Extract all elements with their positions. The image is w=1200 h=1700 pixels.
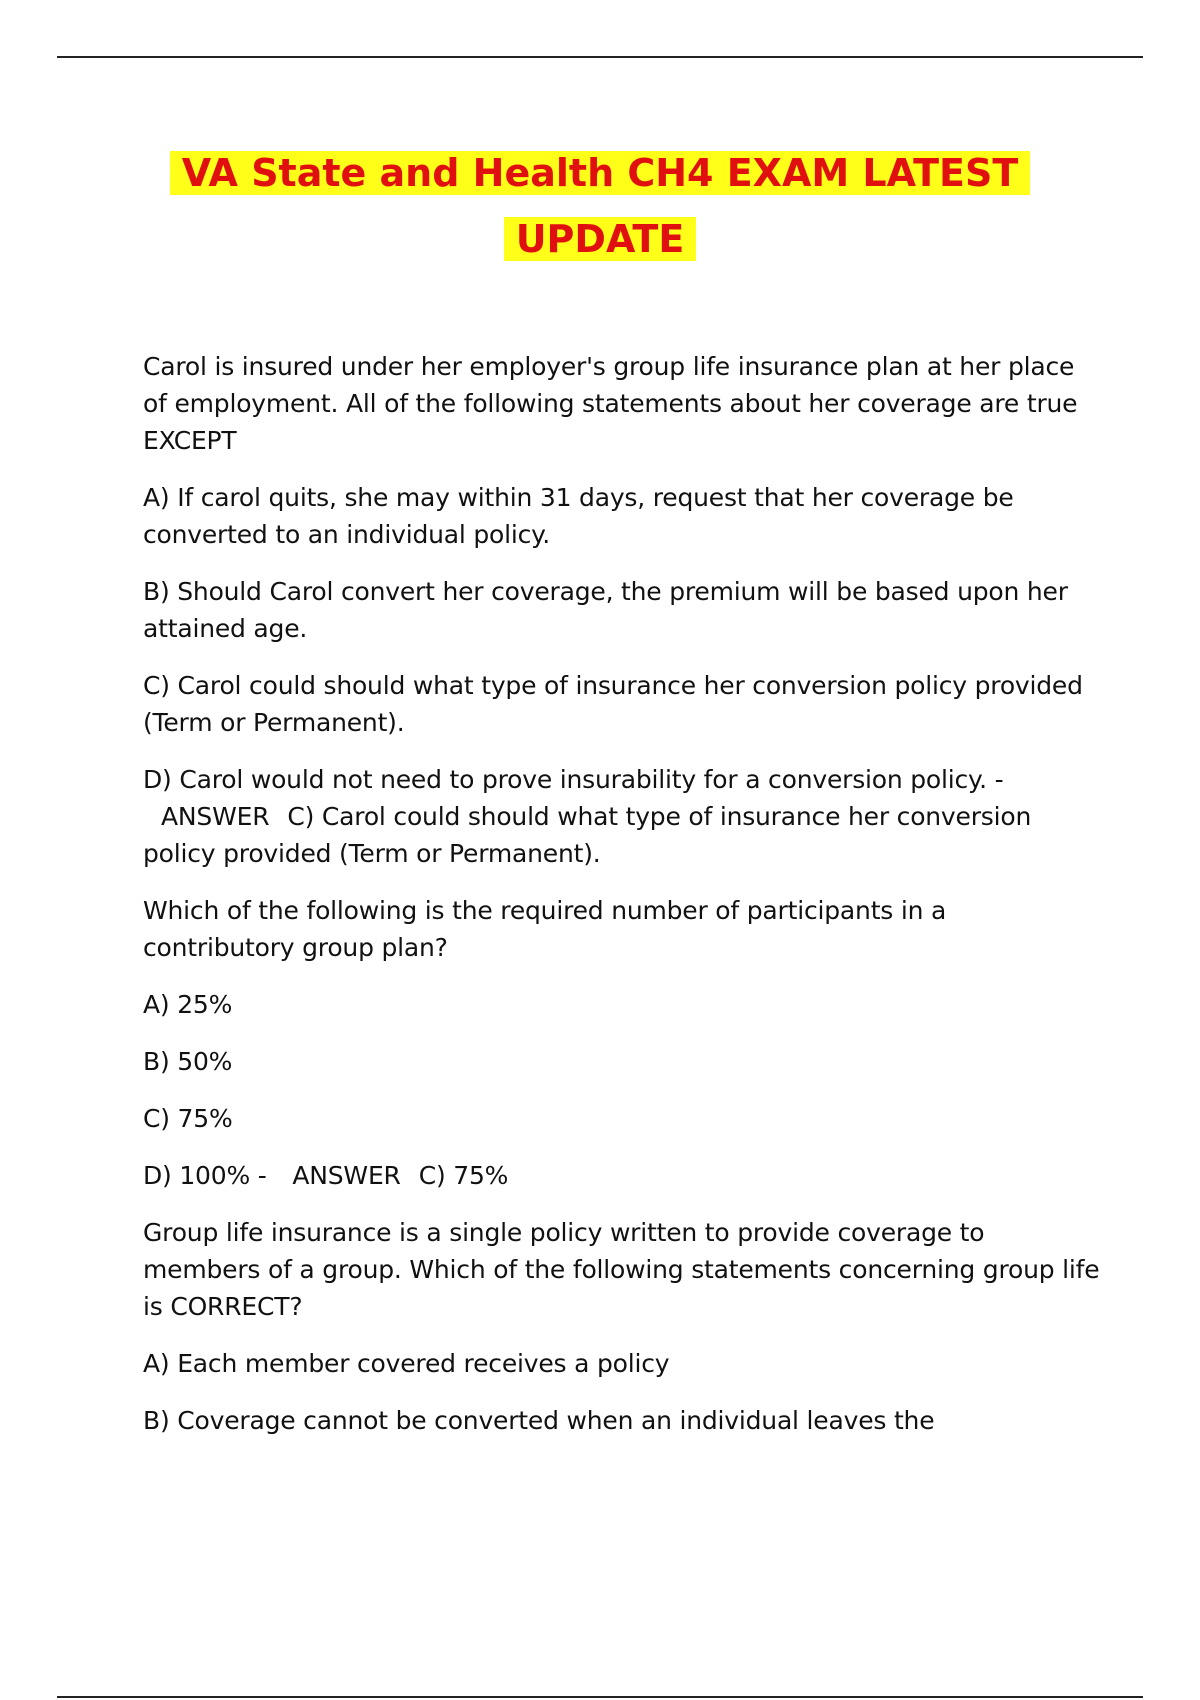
question-1-prompt: Carol is insured under her employer's group life insurance plan at her place of employment. All of the following statements about her coverage are true EXCEPT (143, 352, 1078, 455)
answer-separator: - (257, 1161, 267, 1190)
answer-label: ANSWER (292, 1161, 401, 1190)
question-2-option-a: A) 25% (143, 990, 233, 1019)
question-3-prompt: Group life insurance is a single policy written to provide coverage to members of a group. Which of the following statements concerning group life is CORRECT? (143, 1218, 1100, 1321)
top-divider (57, 56, 1143, 58)
question-2-option-d: D) 100% (143, 1161, 251, 1190)
document-title (0, 140, 1200, 272)
question-1-option-d-with-answer (143, 761, 1103, 872)
bottom-divider (57, 1696, 1143, 1698)
question-3-option-b: B) Coverage cannot be converted when an individual leaves the (143, 1406, 935, 1435)
question-1-option-b: B) Should Carol convert her coverage, the premium will be based upon her attained age. (143, 577, 1068, 643)
question-2-prompt: Which of the following is the required number of participants in a contributory group plan? (143, 896, 947, 962)
question-1-option-c: C) Carol could should what type of insurance her conversion policy provided (Term or Permanent). (143, 671, 1083, 737)
question-2-option-b: B) 50% (143, 1047, 233, 1076)
question-2-option-d-with-answer (143, 1157, 1103, 1194)
question-list (143, 348, 1103, 1459)
question-2-option-c: C) 75% (143, 1104, 233, 1133)
question-1-answer: C) Carol could should what type of insurance her conversion policy provided (Term or Permanent). (143, 802, 1032, 868)
title-line-2: UPDATE (504, 217, 697, 261)
question-3-option-a: A) Each member covered receives a policy (143, 1349, 670, 1378)
answer-label: ANSWER (161, 802, 270, 831)
question-1-option-d: D) Carol would not need to prove insurability for a conversion policy. (143, 765, 987, 794)
question-1-option-a: A) If carol quits, she may within 31 days, request that her coverage be converted to an individual policy. (143, 483, 1014, 549)
title-line-1: VA State and Health CH4 EXAM LATEST (170, 151, 1031, 195)
question-2-answer: C) 75% (418, 1161, 509, 1190)
answer-separator: - (994, 765, 1004, 794)
